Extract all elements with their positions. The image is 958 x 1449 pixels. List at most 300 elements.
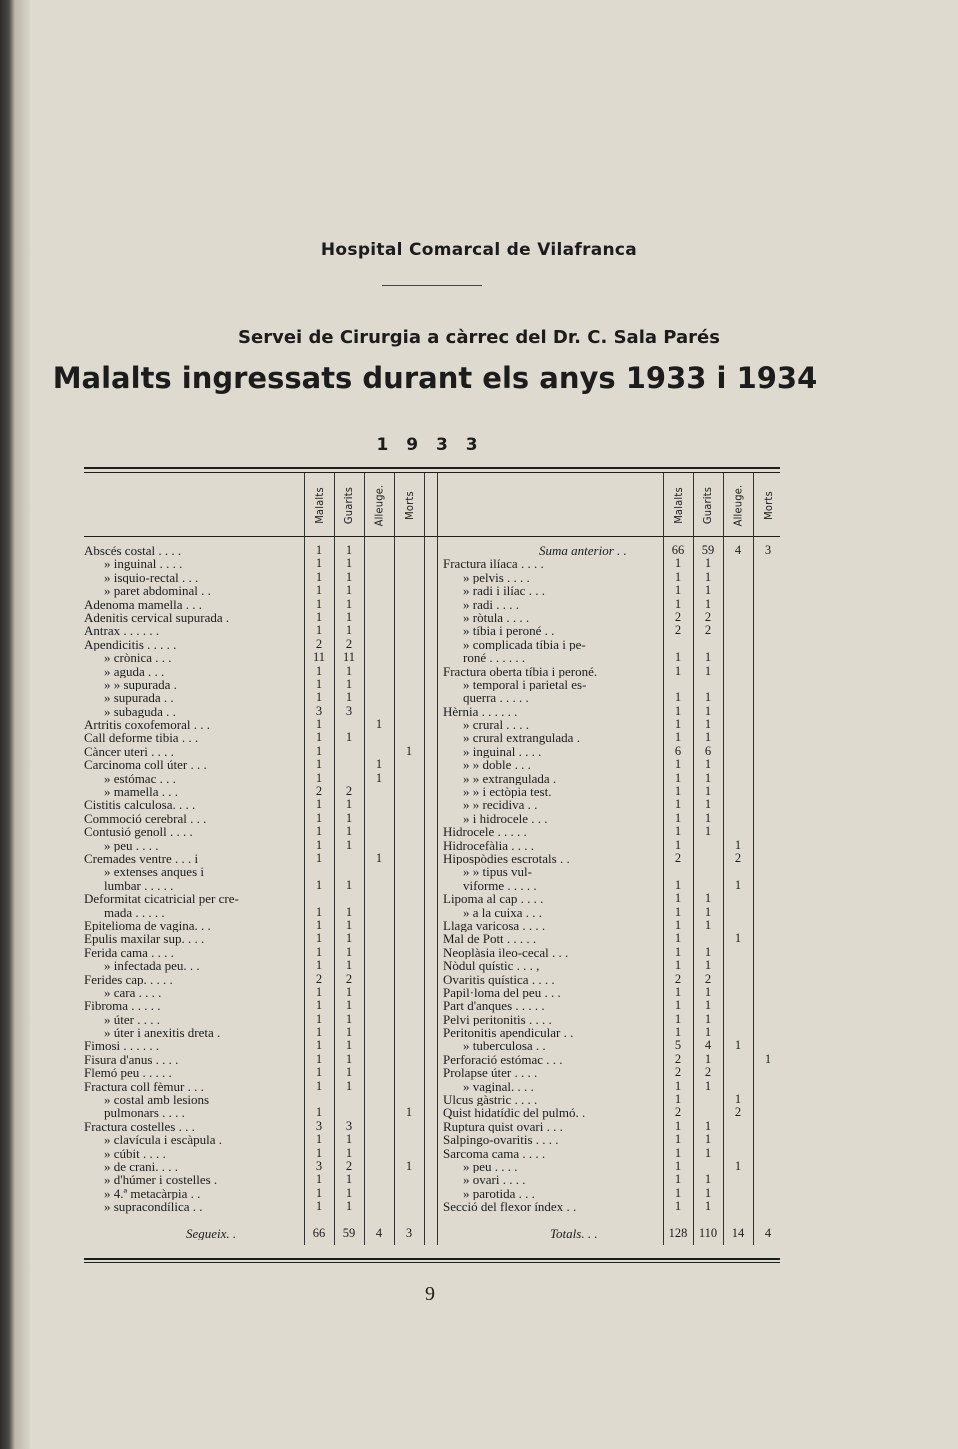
count-malalts: 1 <box>674 556 682 571</box>
diagnosis-label: » » i ectòpia test. <box>463 785 552 799</box>
count-guarits: 1 <box>345 1145 353 1160</box>
table-row <box>84 999 426 1012</box>
count-guarits: 1 <box>345 904 353 919</box>
count-guarits: 1 <box>345 824 353 839</box>
count-alleugerits: 1 <box>734 1158 742 1173</box>
count-malalts: 1 <box>674 583 682 598</box>
year-heading: 1 9 3 3 <box>376 435 484 455</box>
diagnosis-label: Neoplàsia ileo-cecal . . . <box>443 945 569 960</box>
table-bottom-rule <box>84 1258 780 1260</box>
count-malalts: 1 <box>674 663 682 678</box>
diagnosis-label: Prolapse úter . . . . <box>443 1066 538 1080</box>
count-malalts: 1 <box>674 770 682 785</box>
table-row <box>443 785 783 798</box>
table-row <box>84 624 426 637</box>
count-malalts: 1 <box>674 1199 682 1214</box>
count-guarits: 1 <box>704 556 712 571</box>
count-malalts: 66 <box>671 543 685 557</box>
count-malalts: 1 <box>674 958 682 973</box>
count-guarits: 1 <box>704 784 712 799</box>
count-guarits: 1 <box>704 1025 712 1040</box>
count-malalts: 1 <box>674 1172 682 1187</box>
diagnosis-label: » inguinal . . . . <box>104 557 183 571</box>
count-guarits: 1 <box>345 583 353 598</box>
diagnosis-label: Ferida cama . . . . <box>84 945 174 960</box>
count-guarits: 2 <box>345 1158 353 1173</box>
count-malalts: 1 <box>674 1118 682 1133</box>
count-malalts: 1 <box>315 797 323 812</box>
count-malalts: 1 <box>315 1185 323 1200</box>
total-malalts: 66 <box>312 1226 326 1240</box>
table-row <box>84 584 426 597</box>
count-alleugerits: 1 <box>734 837 742 852</box>
diagnosis-label: Fisura d'anus . . . . <box>84 1052 179 1067</box>
diagnosis-label: Fractura coll fèmur . . . <box>84 1079 204 1094</box>
table-row <box>443 946 783 959</box>
diagnosis-label: Quist hidatídic del pulmó. . <box>443 1106 586 1120</box>
table-row <box>84 812 426 825</box>
count-guarits: 1 <box>704 1132 712 1147</box>
count-guarits: 1 <box>345 797 353 812</box>
table-row <box>84 839 426 852</box>
table-bottom-rule-thin <box>84 1262 780 1263</box>
table-row <box>443 678 783 691</box>
diagnosis-label: » a la cuixa . . . <box>463 905 543 919</box>
count-malalts: 1 <box>674 810 682 825</box>
diagnosis-label: Cremades ventre . . . i <box>84 851 199 866</box>
count-malalts: 1 <box>674 784 682 799</box>
table-row <box>443 571 783 584</box>
diagnosis-label: Apendicitis . . . . . <box>84 637 177 652</box>
table-row <box>84 919 426 932</box>
count-malalts: 1 <box>315 904 323 919</box>
count-malalts: 1 <box>674 931 682 946</box>
count-guarits: 1 <box>704 1078 712 1093</box>
diagnosis-label: » temporal i parietal es- <box>463 677 587 692</box>
count-guarits: 11 <box>342 650 356 665</box>
diagnosis-label: » tuberculosa . . <box>463 1039 546 1053</box>
table-row <box>84 892 426 905</box>
diagnosis-label: Lipoma al cap . . . . <box>443 892 544 906</box>
count-guarits: 1 <box>704 650 712 665</box>
diagnosis-label: Fractura oberta tíbia i peroné. <box>443 664 598 678</box>
count-guarits: 1 <box>345 663 353 678</box>
book-spine-shadow <box>0 0 30 1449</box>
diagnosis-label: » d'húmer i costelles . <box>104 1173 218 1187</box>
diagnosis-label: Epitelioma de vagina. . . <box>84 918 211 933</box>
count-guarits: 2 <box>704 609 712 624</box>
table-row <box>443 691 783 704</box>
count-malalts: 1 <box>674 891 682 906</box>
table-row <box>443 1053 783 1066</box>
table-row <box>84 1080 426 1093</box>
count-malalts: 1 <box>674 1011 682 1026</box>
table-row <box>84 1147 426 1160</box>
table-row <box>443 959 783 972</box>
count-malalts: 1 <box>315 543 323 557</box>
table-row <box>84 638 426 651</box>
table-row <box>84 758 426 771</box>
count-malalts: 1 <box>674 690 682 705</box>
count-guarits: 1 <box>345 917 353 932</box>
diagnosis-label: Suma anterior . . <box>539 544 627 558</box>
diagnosis-label: Salpingo-ovaritis . . . . <box>443 1133 559 1147</box>
count-malalts: 2 <box>674 1051 682 1066</box>
diagnosis-label: » úter . . . . <box>104 1012 160 1027</box>
count-guarits: 1 <box>704 690 712 705</box>
count-malalts: 1 <box>315 877 323 892</box>
count-guarits: 1 <box>704 998 712 1013</box>
diagnosis-label: » 4.ª metacàrpia . . <box>104 1186 201 1201</box>
table-row <box>443 1120 783 1133</box>
diagnosis-label: » » extrangulada . <box>463 771 557 786</box>
count-malalts: 1 <box>674 730 682 745</box>
table-row <box>443 731 783 744</box>
diagnosis-label: Cistitis calculosa. . . . <box>84 798 196 812</box>
count-malalts: 1 <box>315 1145 323 1160</box>
diagnosis-label: » » supurada . <box>104 677 177 692</box>
col-header-malalts: Malalts <box>312 486 326 524</box>
count-morts: 3 <box>764 543 772 557</box>
count-malalts: 1 <box>315 676 323 691</box>
count-alleugerits: 1 <box>734 877 742 892</box>
count-malalts: 11 <box>312 650 326 665</box>
count-malalts: 1 <box>674 1185 682 1200</box>
table-row <box>84 611 426 624</box>
diagnosis-label: Abscés costal . . . . <box>84 544 182 558</box>
table-row <box>84 665 426 678</box>
count-alleugerits: 1 <box>734 1038 742 1053</box>
count-malalts: 3 <box>315 1118 323 1133</box>
count-guarits: 1 <box>704 810 712 825</box>
table-row <box>443 772 783 785</box>
table-row <box>443 1066 783 1079</box>
count-guarits: 1 <box>704 730 712 745</box>
diagnosis-label: Antrax . . . . . . <box>84 624 160 638</box>
diagnosis-label: » cúbit . . . . <box>104 1146 166 1160</box>
total-morts: 4 <box>764 1226 772 1240</box>
total-alleugerits: 14 <box>731 1226 745 1240</box>
table-row <box>84 879 426 892</box>
table-row <box>443 839 783 852</box>
count-guarits: 1 <box>345 730 353 745</box>
diagnosis-label: » crònica . . . <box>104 651 172 665</box>
count-malalts: 1 <box>315 583 323 598</box>
count-guarits: 1 <box>704 1051 712 1066</box>
count-malalts: 1 <box>674 703 682 718</box>
diagnosis-label: Carcinoma coll úter . . . <box>84 758 207 772</box>
page-number: 9 <box>425 1283 435 1305</box>
table-row <box>84 544 426 557</box>
count-malalts: 1 <box>315 1078 323 1093</box>
count-guarits: 1 <box>345 1185 353 1200</box>
count-malalts: 1 <box>315 770 323 785</box>
table-row <box>84 1173 426 1186</box>
count-alleugerits: 1 <box>375 717 383 732</box>
table-top-rule-thin <box>84 472 780 473</box>
count-guarits: 3 <box>345 1118 353 1133</box>
diagnosis-label: » supurada . . <box>104 691 174 705</box>
table-row <box>443 865 783 878</box>
count-guarits: 1 <box>704 824 712 839</box>
count-malalts: 2 <box>315 971 323 986</box>
count-guarits: 1 <box>704 917 712 932</box>
table-row <box>84 785 426 798</box>
diagnosis-label: » aguda . . . <box>104 664 165 678</box>
table-row <box>443 798 783 811</box>
table-row <box>443 611 783 624</box>
diagnosis-label: Ferides cap. . . . . <box>84 972 173 986</box>
count-guarits: 2 <box>345 971 353 986</box>
diagnosis-label: Perforació estómac . . . <box>443 1052 563 1067</box>
diagnosis-label: Adenoma mamella . . . <box>84 597 203 611</box>
count-alleugerits: 1 <box>734 931 742 946</box>
diagnosis-label: querra . . . . . <box>463 691 529 705</box>
diagnosis-label: » extenses anques i <box>104 865 205 879</box>
table-row <box>84 1133 426 1146</box>
count-malalts: 1 <box>674 984 682 999</box>
total-morts: 3 <box>405 1226 413 1240</box>
diagnosis-label: » crural . . . . <box>463 718 530 732</box>
diagnosis-label: Fimosi . . . . . . <box>84 1039 160 1053</box>
page-title: Malalts ingressats durant els anys 1933 i 1934 <box>52 361 818 395</box>
diagnosis-label: Llaga varicosa . . . . <box>443 918 546 933</box>
count-guarits: 1 <box>345 1038 353 1053</box>
count-malalts: 1 <box>674 596 682 611</box>
count-guarits: 1 <box>345 1132 353 1147</box>
count-malalts: 1 <box>315 931 323 946</box>
diagnosis-label: » parotida . . . <box>463 1186 535 1201</box>
table-row <box>443 584 783 597</box>
count-malalts: 1 <box>315 623 323 638</box>
table-row <box>84 1039 426 1052</box>
count-guarits: 3 <box>345 703 353 718</box>
count-guarits: 1 <box>345 1051 353 1066</box>
count-malalts: 1 <box>674 1092 682 1107</box>
count-guarits: 1 <box>345 958 353 973</box>
diagnosis-label: Mal de Pott . . . . . <box>443 932 537 946</box>
diagnosis-label: » ròtula . . . . <box>463 610 530 625</box>
count-malalts: 1 <box>674 1025 682 1040</box>
count-malalts: 1 <box>674 797 682 812</box>
diagnosis-label: pulmonars . . . . <box>104 1106 185 1120</box>
count-malalts: 1 <box>315 1025 323 1040</box>
count-malalts: 1 <box>315 837 323 852</box>
count-guarits: 1 <box>345 1199 353 1214</box>
diagnosis-label: » radi i ilíac . . . <box>463 584 545 598</box>
count-guarits: 1 <box>704 904 712 919</box>
count-guarits: 1 <box>704 770 712 785</box>
diagnosis-label: Commoció cerebral . . . <box>84 811 207 826</box>
count-guarits: 1 <box>704 757 712 772</box>
count-guarits: 1 <box>345 1065 353 1080</box>
table-row <box>84 557 426 570</box>
total-guarits: 110 <box>698 1226 718 1240</box>
table-row <box>443 812 783 825</box>
diagnosis-label: Hipospòdies escrotals . . <box>443 851 570 866</box>
diagnosis-label: Deformitat cicatricial per cre- <box>84 892 239 906</box>
table-row <box>84 718 426 731</box>
diagnosis-label: viforme . . . . . <box>463 878 537 893</box>
table-row <box>443 879 783 892</box>
count-guarits: 1 <box>704 569 712 584</box>
count-malalts: 1 <box>315 1051 323 1066</box>
table-row <box>84 1026 426 1039</box>
count-alleugerits: 4 <box>734 543 742 557</box>
count-guarits: 1 <box>345 984 353 999</box>
diagnosis-label: » peu . . . . <box>463 1159 518 1174</box>
diagnosis-label: » mamella . . . <box>104 785 179 799</box>
count-malalts: 1 <box>674 1145 682 1160</box>
diagnosis-label: » pelvis . . . . <box>463 570 530 585</box>
count-guarits: 1 <box>704 703 712 718</box>
count-malalts: 1 <box>315 824 323 839</box>
diagnosis-label: Adenitis cervical supurada . <box>84 610 230 625</box>
count-guarits: 1 <box>345 676 353 691</box>
table-row <box>84 1200 426 1213</box>
count-guarits: 1 <box>345 998 353 1013</box>
count-malalts: 1 <box>315 596 323 611</box>
diagnosis-label: Ovaritis quística . . . . <box>443 972 555 986</box>
diagnosis-label: » tíbia i peroné . . <box>463 624 555 638</box>
diagnosis-label: » complicada tíbia i pe- <box>463 637 586 652</box>
diagnosis-label: Contusió genoll . . . . <box>84 825 193 839</box>
count-malalts: 1 <box>674 904 682 919</box>
diagnosis-label: Ulcus gàstric . . . . <box>443 1093 538 1107</box>
diagnosis-label: » » doble . . . <box>463 758 531 772</box>
count-guarits: 1 <box>704 797 712 812</box>
count-malalts: 1 <box>674 944 682 959</box>
count-malalts: 2 <box>674 1065 682 1080</box>
count-guarits: 1 <box>704 596 712 611</box>
total-label: Segueix. . <box>186 1227 237 1241</box>
count-malalts: 1 <box>315 1132 323 1147</box>
table-row <box>443 624 783 637</box>
count-guarits: 2 <box>345 784 353 799</box>
count-guarits: 1 <box>704 1011 712 1026</box>
diagnosis-label: » infectada peu. . . <box>104 959 200 973</box>
table-header-rule <box>84 536 780 537</box>
diagnosis-label: Papil·loma del peu . . . <box>443 985 561 1000</box>
count-guarits: 1 <box>345 944 353 959</box>
table-row <box>84 598 426 611</box>
col-header-alleuge: Alleuge. <box>731 484 745 526</box>
count-malalts: 1 <box>674 877 682 892</box>
count-malalts: 1 <box>674 998 682 1013</box>
count-malalts: 1 <box>315 569 323 584</box>
diagnosis-label: » peu . . . . <box>104 838 159 852</box>
service-subtitle: Servei de Cirurgia a càrrec del Dr. C. Sala Parés <box>238 327 720 348</box>
diagnosis-label: » clavícula i escàpula . <box>104 1133 223 1147</box>
count-malalts: 1 <box>315 1105 323 1120</box>
count-malalts: 1 <box>674 837 682 852</box>
count-guarits: 1 <box>345 569 353 584</box>
table-row <box>84 973 426 986</box>
count-malalts: 1 <box>315 663 323 678</box>
count-malalts: 1 <box>315 717 323 732</box>
table-row <box>443 638 783 651</box>
count-malalts: 1 <box>315 730 323 745</box>
table-row <box>443 544 783 557</box>
diagnosis-label: Part d'anques . . . . . <box>443 999 545 1013</box>
table-row <box>443 758 783 771</box>
table-row <box>443 718 783 731</box>
count-malalts: 1 <box>315 984 323 999</box>
table-row <box>84 986 426 999</box>
count-guarits: 1 <box>345 837 353 852</box>
diagnosis-label: Peritonitis apendicular . . <box>443 1026 574 1040</box>
count-malalts: 1 <box>315 556 323 571</box>
count-guarits: 1 <box>345 1025 353 1040</box>
diagnosis-label: » de crani. . . . <box>104 1159 179 1174</box>
count-malalts: 1 <box>674 717 682 732</box>
diagnosis-label: » paret abdominal . . <box>104 584 211 598</box>
diagnosis-label: Càncer uteri . . . . <box>84 744 174 759</box>
table-row <box>443 999 783 1012</box>
table-row <box>443 651 783 664</box>
count-guarits: 1 <box>345 623 353 638</box>
count-malalts: 1 <box>315 690 323 705</box>
count-morts: 1 <box>405 1105 413 1120</box>
count-guarits: 2 <box>704 1065 712 1080</box>
table-row <box>84 906 426 919</box>
table-row <box>84 825 426 838</box>
diagnosis-label: mada . . . . . <box>104 905 165 919</box>
table-row <box>84 731 426 744</box>
table-row <box>443 557 783 570</box>
count-guarits: 1 <box>345 556 353 571</box>
count-guarits: 1 <box>345 1011 353 1026</box>
diagnosis-label: Sarcoma cama . . . . <box>443 1146 546 1160</box>
count-guarits: 4 <box>704 1038 712 1053</box>
table-row <box>84 745 426 758</box>
diagnosis-label: » cara . . . . <box>104 985 162 1000</box>
table-row <box>84 1120 426 1133</box>
table-row <box>84 1187 426 1200</box>
count-guarits: 1 <box>704 1185 712 1200</box>
right-table-body <box>443 544 783 1214</box>
count-morts: 1 <box>764 1051 772 1066</box>
table-row <box>443 665 783 678</box>
total-malalts: 128 <box>668 1226 688 1240</box>
table-row <box>443 1106 783 1119</box>
diagnosis-label: Fractura ilíaca . . . . <box>443 557 544 571</box>
count-guarits: 1 <box>704 1172 712 1187</box>
count-malalts: 1 <box>315 850 323 865</box>
diagnosis-label: Artritis coxofemoral . . . <box>84 718 210 732</box>
diagnosis-label: Hidrocele . . . . . <box>443 825 527 839</box>
count-alleugerits: 1 <box>375 850 383 865</box>
diagnosis-label: Fibroma . . . . . <box>84 999 161 1013</box>
count-malalts: 1 <box>315 1011 323 1026</box>
count-malalts: 2 <box>674 609 682 624</box>
table-row <box>443 1187 783 1200</box>
count-malalts: 1 <box>674 650 682 665</box>
col-header-guarits: Guarits <box>701 486 715 524</box>
col-header-guarits: Guarits <box>342 486 356 524</box>
table-top-rule <box>84 467 780 469</box>
diagnosis-label: » radi . . . . <box>463 597 519 611</box>
table-row <box>443 1026 783 1039</box>
diagnosis-label: Hidrocefàlia . . . . <box>443 838 534 852</box>
count-malalts: 1 <box>674 824 682 839</box>
table-row <box>443 1039 783 1052</box>
table-row <box>84 852 426 865</box>
table-row <box>443 1173 783 1186</box>
diagnosis-label: » úter i anexitis dreta . <box>104 1026 221 1040</box>
count-guarits: 1 <box>704 1145 712 1160</box>
count-malalts: 3 <box>315 1158 323 1173</box>
